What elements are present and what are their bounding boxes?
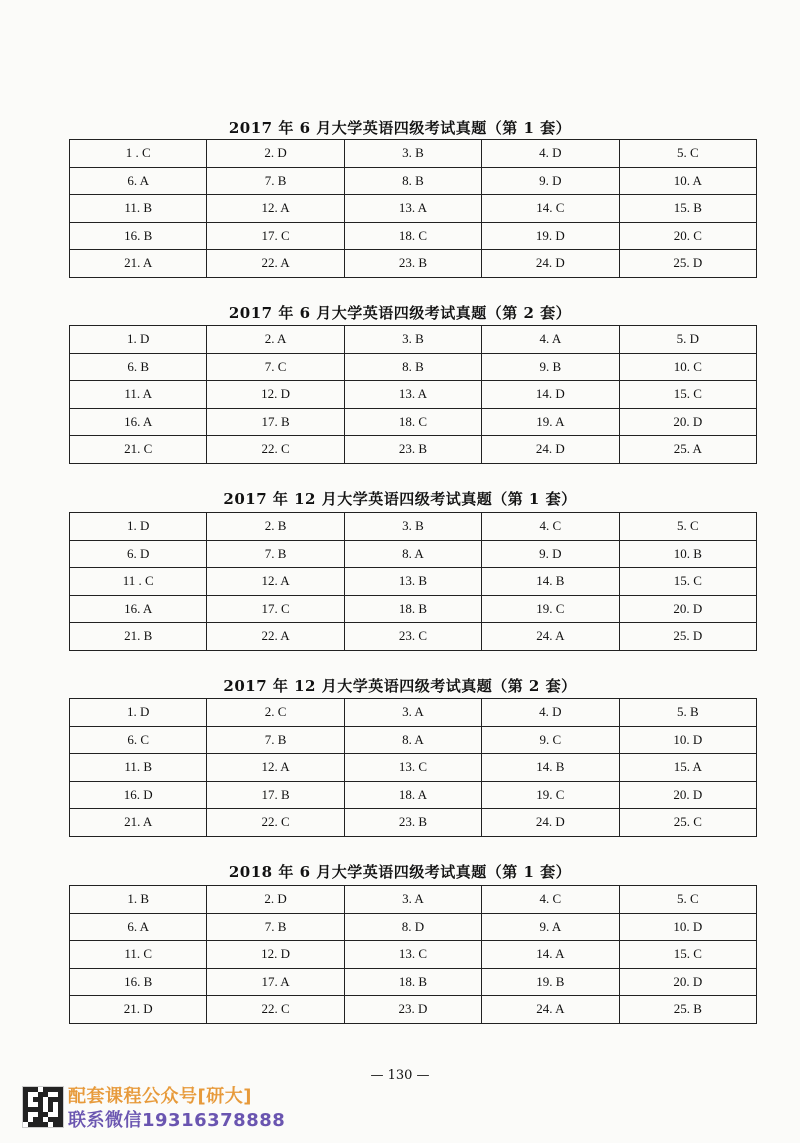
answer-cell: 15. C: [619, 381, 756, 409]
section-title-4: 2017 年 12 月大学英语四级考试真题（第 2 套）: [223, 677, 577, 695]
answer-cell: 5. C: [619, 140, 756, 168]
answer-cell: 11. B: [70, 754, 207, 782]
answer-cell: 20. C: [619, 222, 756, 250]
answer-cell: 10. D: [619, 726, 756, 754]
table-row: [70, 886, 757, 914]
answer-cell: 21. A: [70, 250, 207, 278]
answer-cell: 6. A: [70, 913, 207, 941]
answer-cell: 4. C: [482, 513, 619, 541]
answer-cell: 2. C: [207, 699, 344, 727]
answer-cell: 10. A: [619, 167, 756, 195]
answer-cell: 17. B: [207, 408, 344, 436]
table-row: [70, 353, 757, 381]
table-row: [70, 222, 757, 250]
answer-cell: 18. B: [344, 968, 481, 996]
answer-cell: 5. D: [619, 326, 756, 354]
answer-cell: 13. A: [344, 381, 481, 409]
answer-cell: 3. B: [344, 326, 481, 354]
table-row: [70, 996, 757, 1024]
table-row: [70, 408, 757, 436]
answer-cell: 3. A: [344, 886, 481, 914]
answer-cell: 1. B: [70, 886, 207, 914]
answer-cell: 7. B: [207, 167, 344, 195]
answer-cell: 20. D: [619, 781, 756, 809]
table-row: [70, 726, 757, 754]
answer-cell: 22. C: [207, 436, 344, 464]
answer-cell: 6. D: [70, 540, 207, 568]
table-row: [70, 754, 757, 782]
answer-cell: 13. C: [344, 754, 481, 782]
answer-cell: 25. B: [619, 996, 756, 1024]
answer-table-5: [69, 885, 757, 1024]
qr-module: [58, 1122, 63, 1127]
answer-cell: 18. A: [344, 781, 481, 809]
answer-cell: 12. D: [207, 381, 344, 409]
answer-cell: 8. A: [344, 726, 481, 754]
answer-cell: 24. D: [482, 436, 619, 464]
table-row: [70, 195, 757, 223]
section-title-1: 2017 年 6 月大学英语四级考试真题（第 1 套）: [228, 119, 572, 137]
answer-cell: 5. C: [619, 513, 756, 541]
answer-cell: 22. C: [207, 809, 344, 837]
answer-cell: 23. B: [344, 250, 481, 278]
answer-cell: 4. A: [482, 326, 619, 354]
answer-cell: 25. D: [619, 250, 756, 278]
table-row: [70, 513, 757, 541]
table-row: [70, 699, 757, 727]
answer-cell: 12. A: [207, 568, 344, 596]
answer-cell: 11. B: [70, 195, 207, 223]
table-row: [70, 913, 757, 941]
answer-cell: 1. D: [70, 699, 207, 727]
answer-cell: 19. A: [482, 408, 619, 436]
answer-cell: 15. C: [619, 568, 756, 596]
answer-cell: 10. C: [619, 353, 756, 381]
answer-table-3: [69, 512, 757, 651]
answer-cell: 11. A: [70, 381, 207, 409]
answer-cell: 12. A: [207, 754, 344, 782]
table-row: [70, 968, 757, 996]
answer-cell: 16. A: [70, 595, 207, 623]
answer-cell: 17. A: [207, 968, 344, 996]
answer-cell: 2. B: [207, 513, 344, 541]
answer-cell: 16. B: [70, 222, 207, 250]
table-row: [70, 595, 757, 623]
answer-cell: 8. B: [344, 167, 481, 195]
answer-table-2: [69, 325, 757, 464]
answer-cell: 24. D: [482, 809, 619, 837]
answer-cell: 17. C: [207, 222, 344, 250]
table-row: [70, 250, 757, 278]
answer-cell: 7. B: [207, 726, 344, 754]
answer-cell: 15. A: [619, 754, 756, 782]
answer-cell: 4. D: [482, 699, 619, 727]
answer-cell: 7. B: [207, 913, 344, 941]
answer-cell: 6. C: [70, 726, 207, 754]
answer-cell: 25. C: [619, 809, 756, 837]
answer-cell: 8. A: [344, 540, 481, 568]
section-title-5: 2018 年 6 月大学英语四级考试真题（第 1 套）: [228, 863, 572, 881]
answer-cell: 24. A: [482, 623, 619, 651]
table-row: [70, 326, 757, 354]
answer-cell: 1. D: [70, 326, 207, 354]
answer-cell: 4. C: [482, 886, 619, 914]
answer-cell: 7. C: [207, 353, 344, 381]
answer-cell: 23. D: [344, 996, 481, 1024]
table-row: [70, 381, 757, 409]
answer-cell: 16. A: [70, 408, 207, 436]
answer-cell: 5. B: [619, 699, 756, 727]
watermark-line-1: 配套课程公众号[研大]: [68, 1086, 252, 1107]
answer-cell: 10. D: [619, 913, 756, 941]
answer-cell: 11 . C: [70, 568, 207, 596]
answer-cell: 24. D: [482, 250, 619, 278]
table-row: [70, 436, 757, 464]
answer-cell: 1 . C: [70, 140, 207, 168]
answer-cell: 6. A: [70, 167, 207, 195]
answer-table-1: [69, 139, 757, 278]
answer-cell: 22. A: [207, 623, 344, 651]
answer-cell: 13. C: [344, 941, 481, 969]
answer-cell: 18. C: [344, 408, 481, 436]
answer-cell: 12. D: [207, 941, 344, 969]
answer-cell: 20. D: [619, 408, 756, 436]
answer-cell: 13. B: [344, 568, 481, 596]
answer-cell: 19. D: [482, 222, 619, 250]
answer-cell: 9. D: [482, 167, 619, 195]
table-row: [70, 568, 757, 596]
answer-cell: 13. A: [344, 195, 481, 223]
answer-cell: 14. D: [482, 381, 619, 409]
answer-cell: 1. D: [70, 513, 207, 541]
answer-cell: 3. B: [344, 513, 481, 541]
answer-cell: 23. B: [344, 436, 481, 464]
table-row: [70, 809, 757, 837]
answer-cell: 17. B: [207, 781, 344, 809]
watermark-line-2: 联系微信19316378888: [68, 1110, 286, 1131]
answer-cell: 22. C: [207, 996, 344, 1024]
answer-cell: 19. B: [482, 968, 619, 996]
answer-cell: 9. D: [482, 540, 619, 568]
answer-cell: 15. B: [619, 195, 756, 223]
section-title-3: 2017 年 12 月大学英语四级考试真题（第 1 套）: [223, 490, 577, 508]
table-row: [70, 623, 757, 651]
answer-cell: 14. B: [482, 568, 619, 596]
answer-cell: 21. A: [70, 809, 207, 837]
answer-cell: 21. B: [70, 623, 207, 651]
table-row: [70, 540, 757, 568]
answer-cell: 19. C: [482, 595, 619, 623]
answer-cell: 9. A: [482, 913, 619, 941]
answer-cell: 22. A: [207, 250, 344, 278]
answer-cell: 19. C: [482, 781, 619, 809]
answer-cell: 2. A: [207, 326, 344, 354]
table-row: [70, 167, 757, 195]
answer-cell: 18. C: [344, 222, 481, 250]
section-title-2: 2017 年 6 月大学英语四级考试真题（第 2 套）: [228, 304, 572, 322]
answer-cell: 25. A: [619, 436, 756, 464]
answer-cell: 20. D: [619, 968, 756, 996]
answer-cell: 3. A: [344, 699, 481, 727]
answer-cell: 16. B: [70, 968, 207, 996]
answer-cell: 9. B: [482, 353, 619, 381]
answer-cell: 10. B: [619, 540, 756, 568]
answer-cell: 2. D: [207, 886, 344, 914]
answer-cell: 6. B: [70, 353, 207, 381]
answer-cell: 24. A: [482, 996, 619, 1024]
answer-cell: 8. D: [344, 913, 481, 941]
answer-cell: 18. B: [344, 595, 481, 623]
answer-cell: 8. B: [344, 353, 481, 381]
answer-cell: 20. D: [619, 595, 756, 623]
answer-cell: 16. D: [70, 781, 207, 809]
answer-cell: 21. C: [70, 436, 207, 464]
answer-cell: 17. C: [207, 595, 344, 623]
answer-cell: 23. C: [344, 623, 481, 651]
answer-cell: 11. C: [70, 941, 207, 969]
answer-cell: 3. B: [344, 140, 481, 168]
answer-cell: 9. C: [482, 726, 619, 754]
table-row: [70, 941, 757, 969]
table-row: [70, 140, 757, 168]
answer-cell: 15. C: [619, 941, 756, 969]
table-row: [70, 781, 757, 809]
answer-cell: 12. A: [207, 195, 344, 223]
answer-cell: 5. C: [619, 886, 756, 914]
answer-cell: 23. B: [344, 809, 481, 837]
answer-cell: 25. D: [619, 623, 756, 651]
answer-cell: 7. B: [207, 540, 344, 568]
answer-cell: 14. A: [482, 941, 619, 969]
answer-cell: 2. D: [207, 140, 344, 168]
answer-cell: 14. C: [482, 195, 619, 223]
answer-cell: 21. D: [70, 996, 207, 1024]
answer-cell: 14. B: [482, 754, 619, 782]
answer-cell: 4. D: [482, 140, 619, 168]
page-number: — 130 —: [370, 1068, 430, 1083]
answer-table-4: [69, 698, 757, 837]
qr-code-icon: [22, 1086, 64, 1128]
